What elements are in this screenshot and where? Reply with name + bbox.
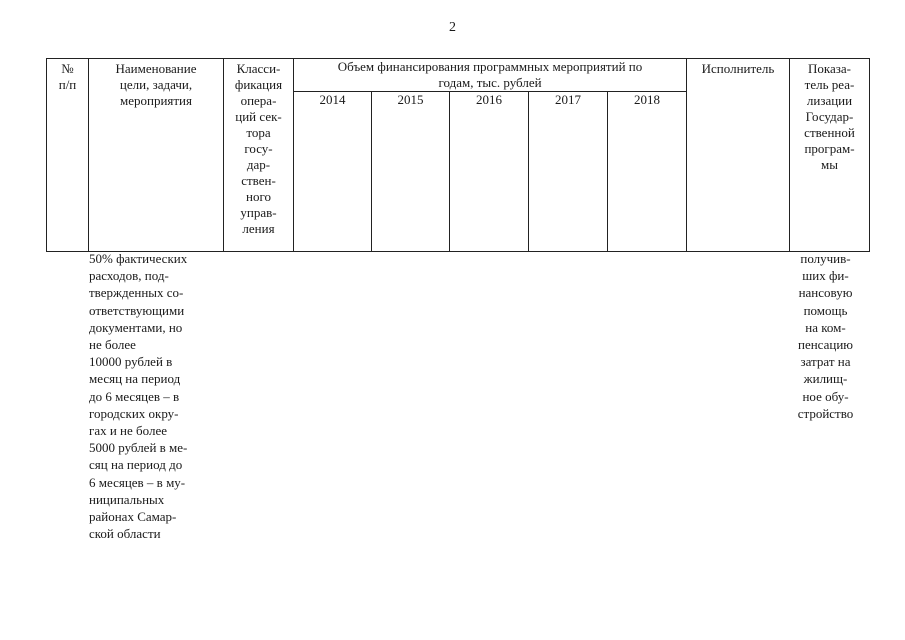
header-classification-line: тора bbox=[246, 125, 271, 140]
header-classification-line: управ- bbox=[240, 205, 277, 220]
header-funding-line: Объем финансирования программных мероприятий по bbox=[337, 59, 643, 74]
header-classification-line: опера- bbox=[240, 93, 277, 108]
header-year-2018: 2018 bbox=[608, 92, 687, 252]
header-indicator-line: мы bbox=[821, 157, 838, 172]
header-indicator-line: тель реа- bbox=[804, 77, 855, 92]
header-indicator-line: лизации bbox=[806, 93, 853, 108]
header-indicator-line: ственной bbox=[804, 125, 855, 140]
continuation-indicator-line: жилищ- bbox=[803, 371, 848, 387]
header-executor: Исполнитель bbox=[687, 59, 790, 252]
header-indicator bbox=[790, 59, 870, 252]
header-classification-line: дар- bbox=[246, 157, 271, 172]
header-indicator-line: Государ- bbox=[805, 109, 854, 124]
header-classification-line: фикация bbox=[234, 77, 283, 92]
header-indicator-line: програм- bbox=[804, 141, 855, 156]
header-indicator-lines bbox=[792, 61, 867, 173]
continuation-name-line: документами, но bbox=[89, 319, 183, 335]
header-classification-line: госу- bbox=[244, 141, 273, 156]
header-funding-lines bbox=[296, 59, 684, 91]
continuation-indicator-line: ное обу- bbox=[802, 388, 849, 404]
header-num-line: п/п bbox=[58, 77, 77, 92]
continuation-name-line: районах Самар- bbox=[89, 509, 177, 525]
header-name-line: Наименование bbox=[115, 61, 197, 76]
continuation-indicator-line: нансовую bbox=[798, 285, 853, 301]
continuation-name-line: ской области bbox=[89, 526, 161, 542]
header-classification-line: ций сек- bbox=[235, 109, 282, 124]
continuation-name-line: месяц на период bbox=[89, 371, 181, 387]
continuation-indicator-line: пенсацию bbox=[797, 337, 853, 353]
continuation-name-line: гах и не более bbox=[89, 423, 168, 439]
continuation-name-line: ниципальных bbox=[89, 491, 165, 507]
continuation-name-line: 6 месяцев – в му- bbox=[89, 474, 186, 490]
header-year-2015: 2015 bbox=[372, 92, 450, 252]
continuation-name-text bbox=[89, 250, 224, 542]
continuation-name-line: 50% фактических bbox=[89, 251, 188, 266]
continuation-name-line: 10000 рублей в bbox=[89, 354, 173, 370]
header-name-line: мероприятия bbox=[119, 93, 192, 108]
header-year-2014: 2014 bbox=[294, 92, 372, 252]
header-year-2016: 2016 bbox=[450, 92, 529, 252]
header-classification-line: ного bbox=[246, 189, 271, 204]
continuation-name-line: ответствующими bbox=[89, 302, 185, 318]
continuation-indicator-line: затрат на bbox=[800, 354, 851, 370]
continuation-name-line: до 6 месяцев – в bbox=[89, 388, 180, 404]
header-funding-line: годам, тыс. рублей bbox=[438, 75, 542, 90]
header-funding bbox=[294, 59, 687, 92]
continuation-name-line: сяц на период до bbox=[89, 457, 183, 473]
header-name bbox=[89, 59, 224, 252]
header-classification-lines bbox=[226, 61, 291, 237]
header-classification bbox=[224, 59, 294, 252]
continuation-indicator-line: стройство bbox=[797, 405, 854, 421]
header-year-2017: 2017 bbox=[529, 92, 608, 252]
page-number: 2 bbox=[449, 20, 456, 35]
header-name-line: цели, задачи, bbox=[119, 77, 193, 92]
header-row-top bbox=[47, 59, 870, 92]
header-num bbox=[47, 59, 89, 252]
continuation-indicator-line: на ком- bbox=[805, 319, 846, 335]
continuation-name-line: не более bbox=[89, 337, 136, 353]
continuation-name-line: городских окру- bbox=[89, 405, 179, 421]
header-num-line: № bbox=[61, 61, 74, 76]
header-classification-line: Класси- bbox=[236, 61, 281, 76]
header-name-lines bbox=[91, 61, 221, 109]
program-table bbox=[46, 58, 870, 252]
header-classification-line: ления bbox=[242, 221, 275, 236]
continuation-name-line: расходов, под- bbox=[89, 268, 169, 284]
continuation-indicator-text bbox=[783, 250, 868, 422]
header-num-lines bbox=[49, 61, 86, 93]
continuation-indicator-line: получив- bbox=[800, 251, 851, 266]
header-indicator-line: Показа- bbox=[807, 61, 851, 76]
header-classification-line: ствен- bbox=[241, 173, 276, 188]
continuation-name-line: 5000 рублей в ме- bbox=[89, 440, 188, 456]
continuation-indicator-line: ших фи- bbox=[802, 268, 849, 284]
continuation-indicator-line: помощь bbox=[803, 302, 848, 318]
continuation-name-line: твержденных со- bbox=[89, 285, 184, 301]
